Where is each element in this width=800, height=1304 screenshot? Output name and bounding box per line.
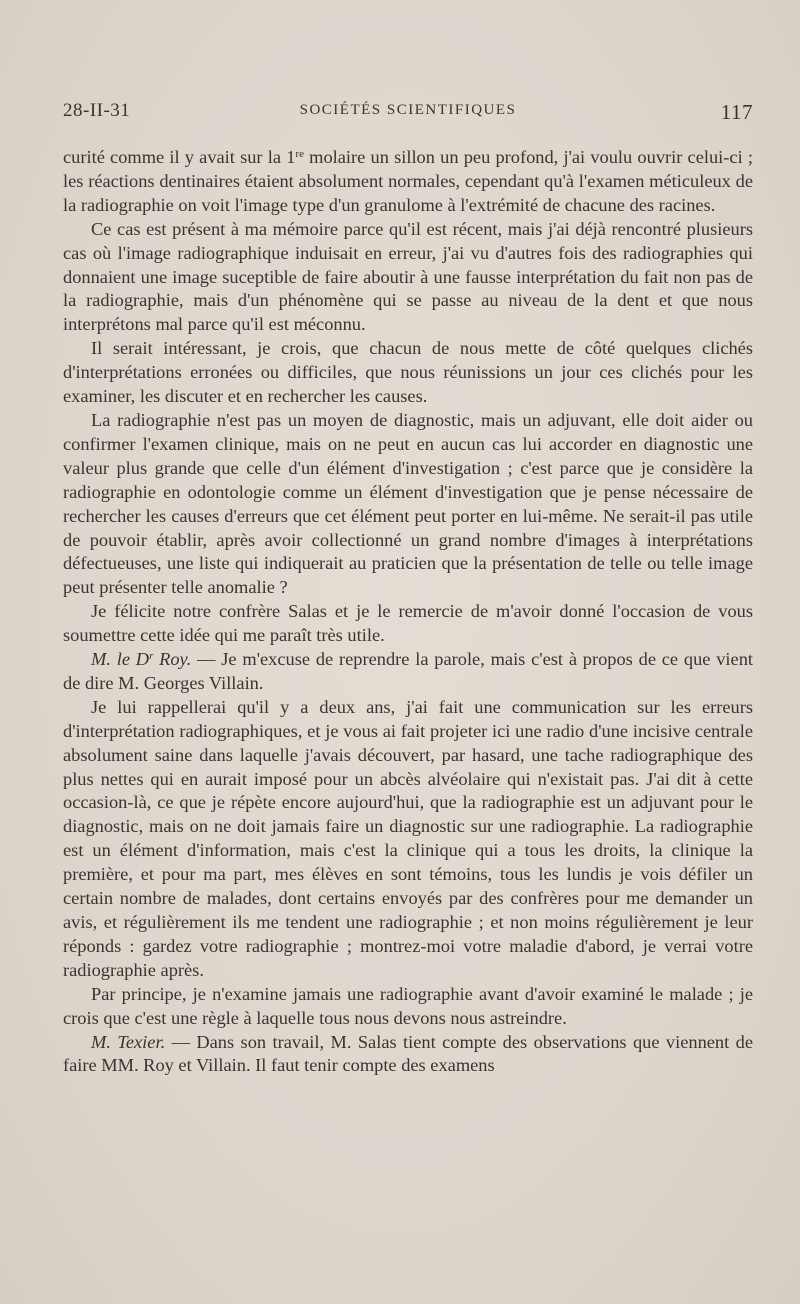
paragraph-8: [63, 983, 753, 1031]
body-text: [63, 146, 753, 1078]
ordinal-sup: re: [295, 148, 304, 160]
speaker-sup: r: [149, 650, 154, 663]
paragraph-3: [63, 337, 753, 409]
paragraph-text: Il serait intéressant, je crois, que chacun de nous mette de côté quelques clichés d'interprétations erronées ou difficiles, que nous réunissions un jour ces clichés pour les examiner, les discuter et en rechercher les causes.: [63, 338, 753, 407]
speaker-title: M. le D: [91, 649, 150, 670]
header-title: SOCIÉTÉS SCIENTIFIQUES: [299, 102, 517, 118]
paragraph-7: [63, 696, 753, 983]
speaker-name: M. Texier.: [91, 1031, 166, 1052]
paragraph-text: Par principe, je n'examine jamais une radiographie avant d'avoir examiné le malade ; je crois que c'est une règle à laquelle tous nous devons nous astreindre.: [63, 983, 753, 1028]
paragraph-2: [63, 218, 753, 338]
paragraph-text: — Je m'excuse de reprendre la parole, mais c'est à propos de ce que vient de dire M. Georges Villain.: [63, 649, 754, 693]
paragraph-text: La radiographie n'est pas un moyen de diagnostic, mais un adjuvant, elle doit aider ou confirmer l'examen clinique, mais on ne peut en aucun cas lui accorder en diagnostic une valeur plus grande que celle d'un élément d'investigation ; c'est parce que je considère la radiographie en odontologie comme un élément d'investigation que je pense nécessaire de rechercher les causes d'erreurs que cet élément peut porter en lui-même. Ne serait-il pas utile de pouvoir établir, après avoir collectionné un grand nombre d'images à interprétations défectueuses, une liste qui indiquerait au praticien que la présentation de telle ou telle image peut présenter telle anomalie ?: [63, 409, 753, 598]
paragraph-text: Je lui rappellerai qu'il y a deux ans, j'ai fait une communication sur les erreurs d'interprétation radiographiques, et je vous ai fait projeter ici une radio d'une incisive centrale absolument saine dans laquelle j'avais découvert, par hasard, une tache radiographique des plus nettes qui en aurait imposé pour un abcès alvéolaire qui n'existait pas. J'ai dit à cette occasion-là, ce que je répète encore aujourd'hui, que la radiographie est un adjuvant pour le diagnostic, mais on ne doit jamais faire un diagnostic sur une radiographie. La radiographie est un élément d'information, mais c'est la clinique qui a tous les droits, la clinique la première, et pour ma part, mes élèves en sont témoins, tous les lundis je vois défiler un certain nombre de malades, dont certains envoyés par des confrères pour me demander un avis, et régulièrement ils me tendent une radiographie ; et non moins régulièrement je leur réponds : gardez votre radiographie ; montrez-moi votre maladie d'abord, je verrai votre radiographie après.: [63, 696, 753, 980]
paragraph-text: Je félicite notre confrère Salas et je le remercie de m'avoir donné l'occasion de vous soumettre cette idée qui me paraît très utile.: [63, 601, 753, 646]
paragraph-1: [63, 146, 753, 218]
running-header: [63, 100, 753, 132]
paragraph-4: [63, 409, 753, 600]
paragraph-text: — Dans son travail, M. Salas tient compte des observations que viennent de faire MM. Roy et Villain. Il faut tenir compte des examens: [63, 1031, 753, 1076]
paragraph-6: [63, 648, 753, 696]
paragraph-text: curité comme il y avait sur la 1re molaire un sillon un peu profond, j'ai voulu ouvrir celui-ci ; les réactions dentinaires étaient absolument normales, cependant qu'à l'examen méticuleux de la radiographie on voit l'image type d'un granulome à l'extrémité de chacune des racines.: [63, 147, 753, 215]
page-number: 117: [720, 100, 753, 124]
paragraph-9: [63, 1031, 753, 1079]
speaker-name: [91, 649, 191, 669]
paragraph-text: Ce cas est présent à ma mémoire parce qu'il est récent, mais j'ai déjà rencontré plusieurs cas où l'image radiographique induisait en erreur, j'ai vu d'autres fois des radiographies qui donnaient une image suceptible de faire aboutir à une fausse interprétation du fait non pas de la radiographie, mais d'un phénomène qui se passe au niveau de la dent et que nous interprétons mal parce qu'il est méconnu.: [63, 218, 753, 335]
paragraph-5: [63, 600, 753, 648]
header-date: 28-II-31: [63, 100, 131, 121]
speaker-surname: Roy.: [153, 649, 192, 670]
